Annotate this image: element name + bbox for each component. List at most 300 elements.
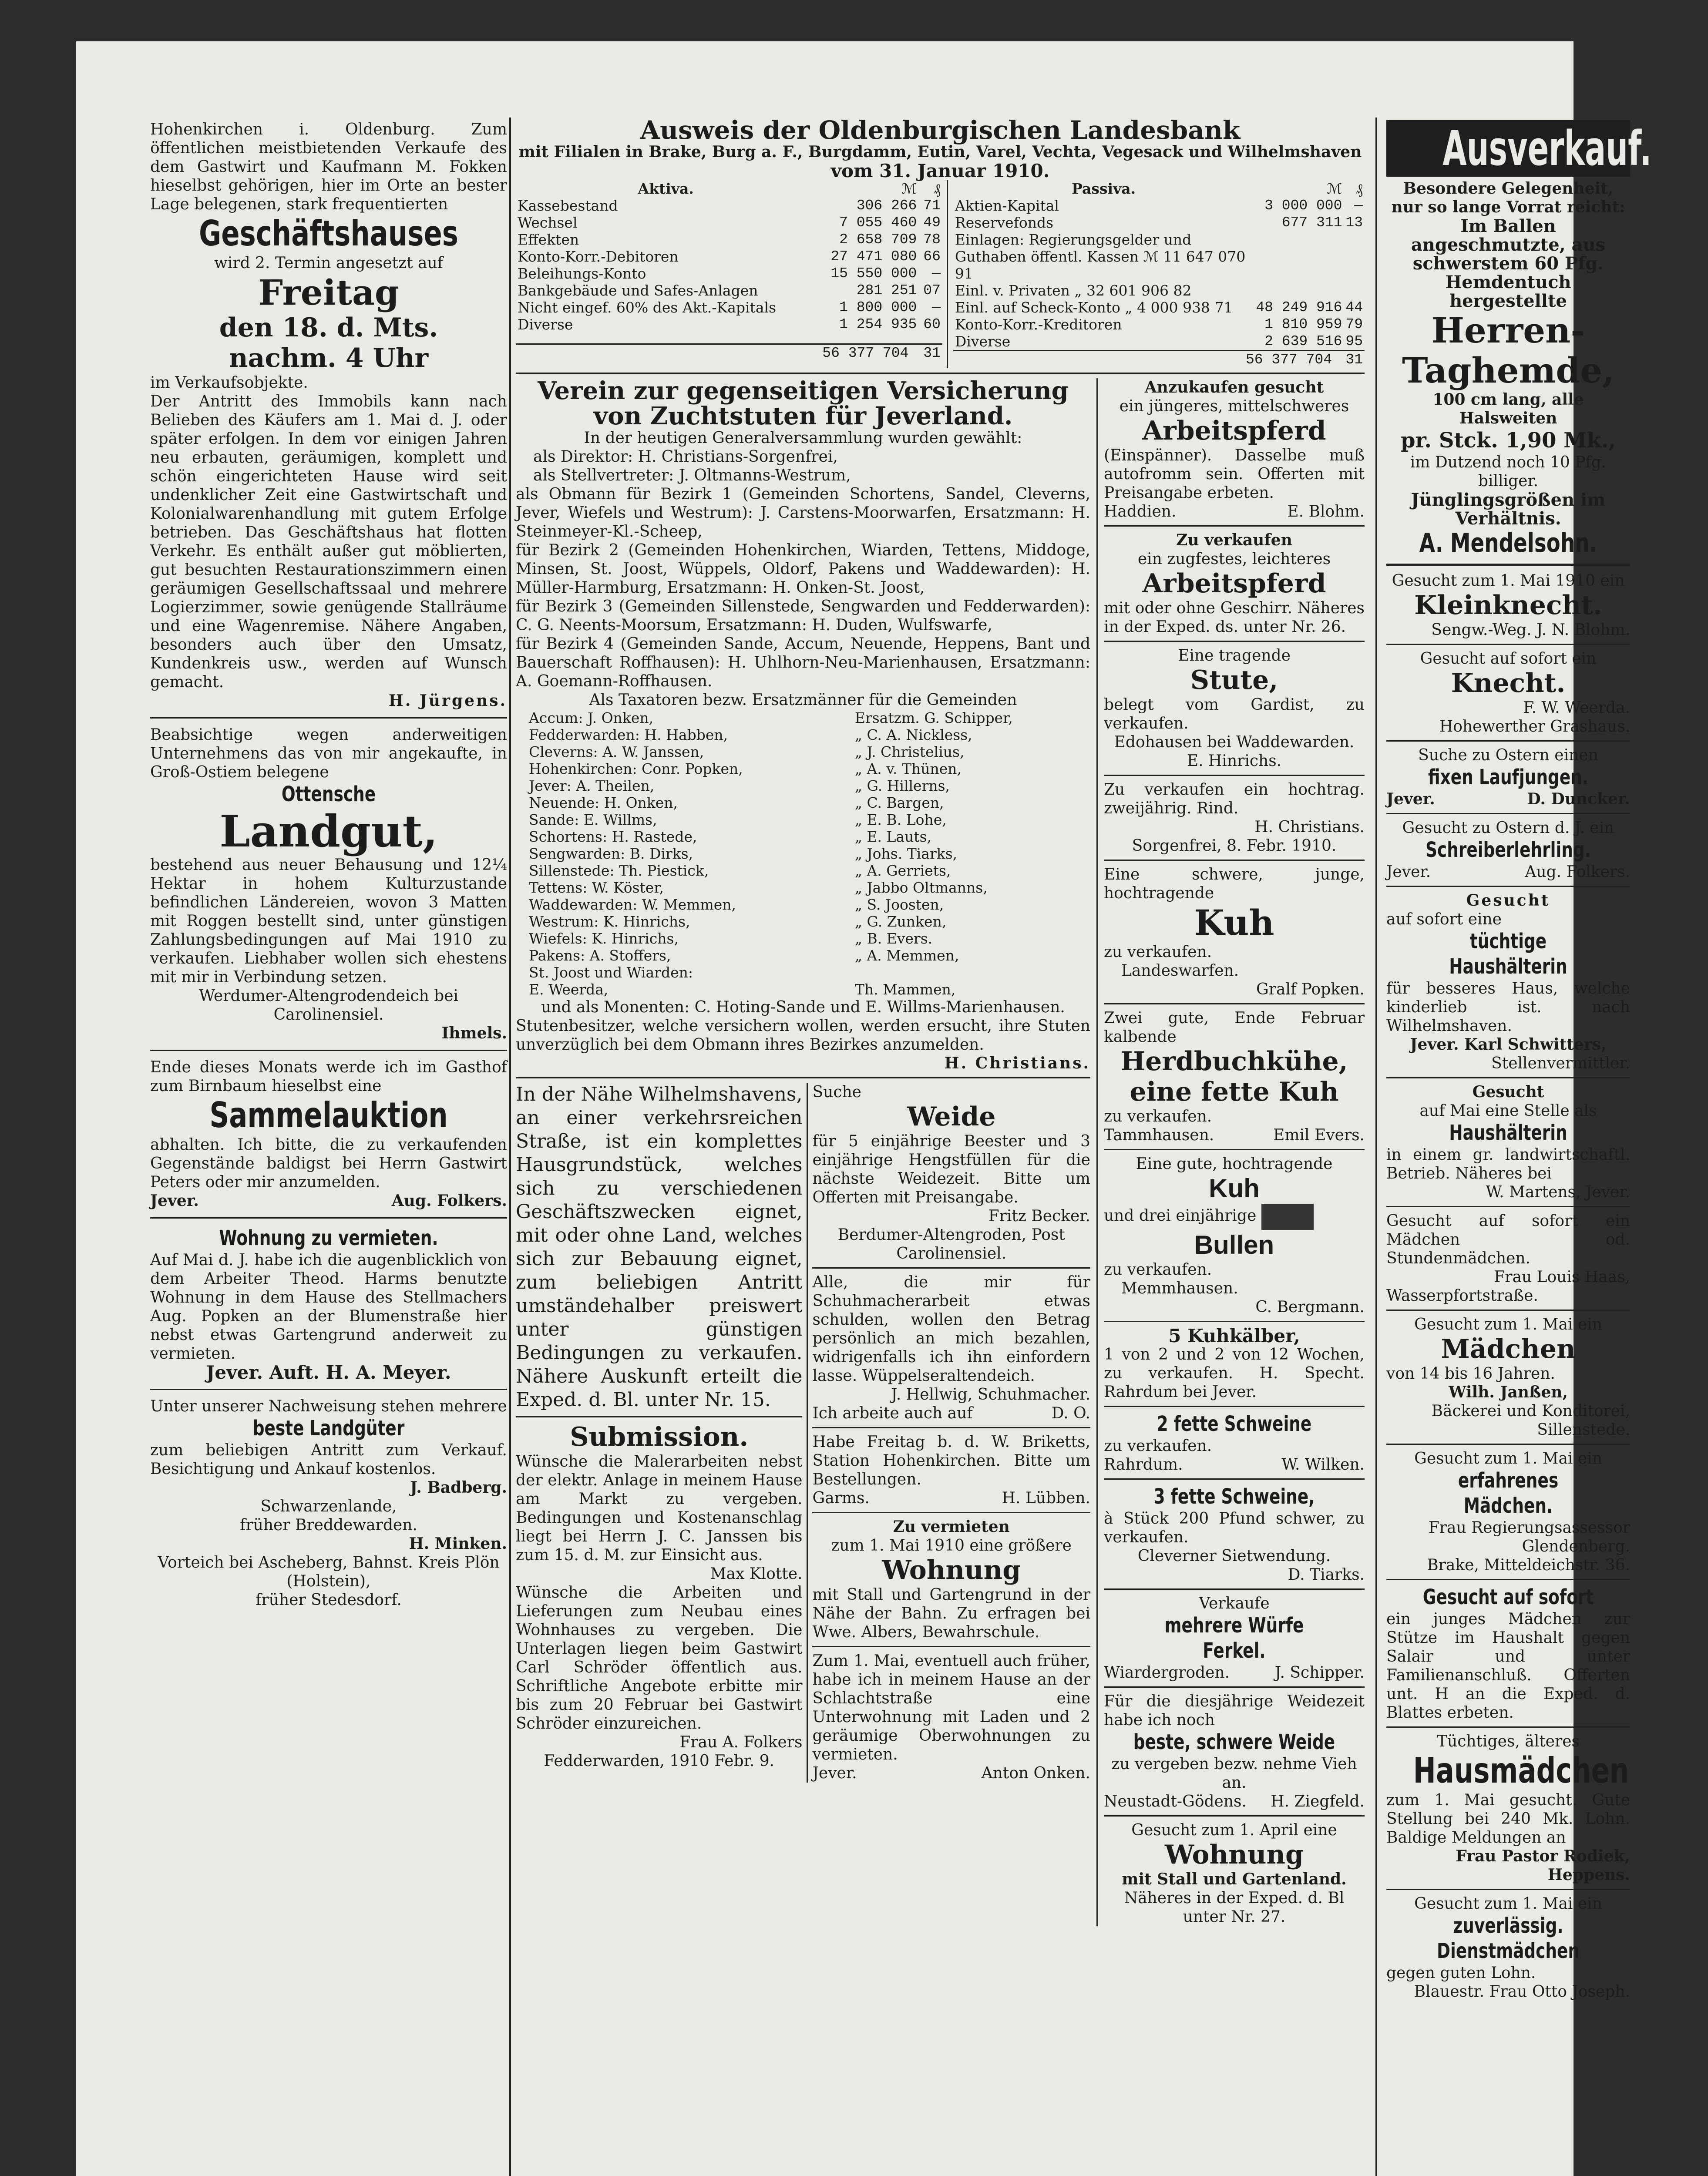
bank-row [953, 282, 1365, 299]
ad-signature: F. W. Weerda. [1523, 699, 1630, 717]
bank-row [516, 316, 942, 333]
taxator-row [516, 709, 1090, 726]
ad-signature: Anton Onken. [981, 1764, 1090, 1782]
ad-body: für 5 einjährige Beester und 3 einjährige Hengstfüllen für die nächste Weidezeit. Bitte um Offerten mit Preisangabe. [812, 1132, 1090, 1206]
divider [1386, 1206, 1630, 1207]
ad-closing: Stutenbesitzer, welche versichern wollen, werden ersucht, ihre Stuten unverzüglich bei dem Obmann ihres Bezirkes anzumelden. [516, 1017, 1090, 1054]
ad-headline: Geschäftshauses [199, 213, 458, 254]
passiva-side [948, 180, 1365, 368]
divider [812, 1646, 1090, 1647]
ad-row [1386, 863, 1630, 881]
banner-text: Ausverkauf. [1442, 121, 1652, 176]
ad-body: bestehend aus neuer Behausung und 12¼ Hektar in hohem Kulturzustande befindlichen Ländereien, wovon 3 Matten mit Roggen bestellt sind, unter günstigen Zahlungsbedingungen auf Mai 1910 zu verkaufen. Liebhaber wollen sich ehestens mit mir in Verbindung setzen. [150, 856, 507, 986]
bank-row-label: Einlagen: Regierungsgelder und Guthaben öffentl. Kassen ℳ 11 647 070 91 [955, 231, 1246, 282]
ad-place: Jever. [812, 1764, 857, 1782]
passiva-header: Passiva. [1072, 180, 1136, 197]
ad-date: den 18. d. Mts. [219, 312, 438, 343]
bank-row-mark: 1 254 935 [839, 316, 917, 332]
bank-row-pf: 95 [1345, 333, 1363, 349]
ad-headline: Weide [907, 1101, 996, 1132]
ad-intro: Besondere Gelegenheit, nur so lange Vorrat reicht: [1391, 179, 1625, 216]
ad-headline: zuverlässig. Dienstmädchen [1436, 1914, 1580, 1963]
bank-row-label: Wechsel [518, 214, 578, 231]
ad-signature: C. Bergmann. [1255, 1298, 1365, 1316]
ad-headline: Landgut, [219, 806, 438, 857]
divider [1104, 775, 1365, 776]
ad-place: im Verkaufsobjekte. [150, 374, 308, 392]
ad-signature: Frau Louis Haas, [1494, 1268, 1630, 1286]
divider [812, 1427, 1090, 1428]
ad-head: Zu vermieten [893, 1518, 1010, 1536]
ad-signature: J. Schipper. [1274, 1664, 1365, 1682]
ad-line: als Direktor: H. Christians-Sorgenfrei, [533, 448, 838, 466]
taxator: Fedderwarden: H. Habben, [529, 726, 728, 743]
ad-headline: beste, schwere Weide [1133, 1730, 1335, 1754]
ersatzmann [851, 964, 1090, 981]
divider [1386, 1077, 1630, 1078]
taxator-row [516, 879, 1090, 896]
ad-body: belegt vom Gardist, zu verkaufen. [1104, 696, 1365, 732]
bank-row-mark: 3 000 000 [1264, 198, 1342, 214]
ad-headline: Haushälterin [1449, 1121, 1567, 1145]
ad-signature-row [150, 1192, 507, 1210]
taxator: Cleverns: A. W. Janssen, [529, 743, 704, 760]
ad-intro: Gesucht auf sofort ein [1420, 650, 1597, 668]
bank-row-mark: 15 550 000 [830, 265, 917, 282]
ad-row [812, 1489, 1090, 1508]
mark-header: ℳ [901, 180, 917, 197]
ad-landgueter [150, 1394, 507, 1612]
bank-row [516, 282, 942, 299]
ad-intro: Gesucht zum 1. Mai 1910 ein [1392, 572, 1625, 590]
bank-date: vom 31. Januar 1910. [830, 160, 1050, 181]
column-rule [1375, 118, 1377, 2176]
bank-row-mark: 281 251 [856, 282, 917, 299]
ad-signature: Frau Regierungsassessor Glendenberg. [1428, 1519, 1630, 1555]
ad-text: D. O. [1051, 1404, 1090, 1422]
ad-body: Zu verkaufen ein hochtrag. zweijährig. Rind. [1104, 781, 1365, 817]
bank-row [953, 299, 1365, 316]
bank-row-mark: 48 249 916 [1256, 299, 1342, 316]
ad-headline: Sammelauktion [209, 1095, 448, 1135]
taxator-row [516, 845, 1090, 862]
ersatzmann: „ Jabbo Oltmanns, [854, 879, 988, 896]
ad-place: Neustadt-Gödens. [1104, 1793, 1247, 1810]
ad-wohnung [150, 1223, 507, 1384]
ad-intro: Unter unserer Nachweisung stehen mehrere [150, 1397, 507, 1415]
bank-row-mark: 2 639 516 [1264, 333, 1342, 349]
ad-place: Memmhausen. [1121, 1279, 1238, 1297]
ad-body: Der Antritt des Immobils kann nach Belieben des Käufers am 1. Mai d. J. oder später erfolgen. In dem vor einigen Jahren neu erbauten, geräumigen, komplett und schön eingerichteten Hause wird seit undenklicher Zeit eine Gastwirtschaft und Kolonialwarenhandlung mit gutem Erfolge betrieben. Das Geschäftshaus hat flotten Verkehr. Es enthält außer gut möblierten, gut besuchten Restaurationszimmern einen geräumigen Gesellschaftssaal und mehrere Logierzimmer, sowie genügende Stallräume und eine Wagenremise. Nähere Angaben, besonders auch über den Umsatz, Kundenkreis usw., werden auf Wunsch gemacht. [150, 393, 507, 691]
ad-body: von 14 bis 16 Jahren. [1386, 1365, 1555, 1383]
ad-place: Cleverner Sietwendung. [1137, 1547, 1331, 1565]
ad-signature: Wilh. Janßen, [1449, 1383, 1568, 1401]
ad-line: und als Monenten: C. Hoting-Sande und E. Willms-Marienhausen. [541, 998, 1065, 1016]
bank-row-pf: 13 [1345, 215, 1363, 231]
taxator-row [516, 862, 1090, 879]
ad-headline: mehrere Würfe Ferkel. [1164, 1613, 1304, 1663]
ad-headline: Verein zur gegenseitigen Versicherung von Zuchtstuten für Jeverland. [538, 376, 1069, 430]
divider [1104, 1321, 1365, 1322]
bank-row-pf: 49 [923, 215, 941, 231]
ad-text: Im Ballen angeschmutzte, aus schwerstem 60 Pfg. Hemdentuch hergestellte [1411, 216, 1606, 311]
ad-intro: Gesucht zum 1. Mai ein [1414, 1895, 1602, 1913]
bank-row [516, 231, 942, 248]
ad-body: Zum 1. Mai, eventuell auch früher, habe ich in meinem Hause an der Schlachtstraße eine Unterwohnung mit Laden und 2 geräumige Oberwohnungen zu vermieten. [812, 1652, 1090, 1763]
ad-body: Wünsche die Malerarbeiten nebst der elektr. Anlage in meinem Hause am Markt zu vergeben. Bedingungen und Kostenanschlag liegt bei Herrn J. C. Janssen bis zum 15. d. M. zur Einsicht aus. [516, 1453, 803, 1564]
ad-body: ein junges Mädchen zur Stütze im Haushalt gegen Salair und unter Familienanschluß. Offerten unt. H an die Exped. d. Blattes erbeten. [1386, 1610, 1630, 1722]
taxator-row [516, 726, 1090, 743]
ad-intro: Eine schwere, junge, hochtragende [1104, 866, 1365, 902]
ad-place: Haddien. [1104, 503, 1177, 520]
taxator-row [516, 777, 1090, 794]
ad-line: Als Taxatoren bezw. Ersatzmänner für die Gemeinden [589, 691, 1017, 709]
bank-subtitle: mit Filialen in Brake, Burg a. F., Burgdamm, Eutin, Varel, Vechta, Vegesack und Wilhelmshaven [518, 143, 1362, 161]
ersatzmann: Th. Mammen, [854, 981, 956, 998]
ad-body: gegen guten Lohn. [1386, 1964, 1536, 1982]
ad-place: früher Breddewarden. [240, 1516, 417, 1534]
ad-place: Garms. [812, 1489, 870, 1507]
ad-intro: zum 1. Mai 1910 eine größere [831, 1537, 1072, 1555]
ad-signature: H. Ziegfeld. [1271, 1793, 1365, 1810]
ad-headline: Taghemde, [1402, 350, 1615, 391]
divider [1104, 1003, 1365, 1004]
divider [1386, 564, 1630, 566]
ad-body: zu verkaufen. [1104, 943, 1212, 961]
ad-head: Gesucht [1466, 891, 1550, 910]
firm-name: A. Mendelsohn. [1419, 528, 1597, 558]
taxator-row [516, 896, 1090, 913]
taxator-table [516, 709, 1090, 998]
ad-place: Berdumer-Altengroden, Post Carolinensiel. [837, 1226, 1065, 1263]
ad-headline: Mädchen [1441, 1334, 1576, 1364]
bank-row-pf: 66 [923, 248, 941, 265]
bank-tables [516, 180, 1365, 368]
divider [1104, 1406, 1365, 1407]
ad-signature: W. Martens, Jever. [1486, 1183, 1630, 1201]
ad-signature: Ihmels. [441, 1024, 507, 1042]
total-mark: 56 377 704 [822, 345, 909, 361]
ad-line: für Bezirk 3 (Gemeinden Sillenstede, Sengwarden und Fedderwarden): C. G. Neents-Moorsum, Ersatzmann: H. Duden, Wulfswarfe, [516, 598, 1090, 634]
ad-signature: H. Jürgens. [388, 692, 507, 710]
ad-intro: Eine gute, hochtragende [1136, 1155, 1333, 1173]
divider [1386, 1310, 1630, 1311]
ad-signature: J. Hellwig, Schuhmacher. [891, 1386, 1090, 1404]
ad-text: Jünglingsgrößen im Verhältnis. [1411, 490, 1606, 529]
passiva-total [953, 350, 1365, 368]
taxator: Westrum: K. Hinrichs, [529, 913, 690, 930]
ad-signature: D. Tiarks. [1288, 1566, 1365, 1584]
pf-header: ₰ [933, 180, 941, 197]
ersatzmann: „ C. Bargen, [854, 794, 944, 811]
divider [150, 1217, 507, 1219]
ad-price: pr. Stck. 1,90 Mk., [1400, 428, 1616, 453]
bank-row [953, 316, 1365, 333]
bank-row [953, 333, 1365, 350]
bank-row [516, 248, 942, 265]
ad-row [1104, 502, 1365, 521]
ad-haus: In der Nähe Wilhelmshavens, an einer verkehrsreichen Straße, ist ein komplettes Hausgrundstück, welches sich zu verschiedenen Geschäftszwecken eignet, mit oder ohne Land, welches sich zur Bebauung eignet, zum beliebigen Antritt umständehalber preiswert unter günstigen Bedingungen zu verkaufen. Nähere Auskunft erteilt die Exped. d. Bl. unter Nr. 15. [516, 1083, 803, 1411]
ad-place: Jever. [1386, 790, 1435, 808]
ad-signature: Fritz Becker. [988, 1207, 1090, 1225]
ad-head: Zu verkaufen [1176, 531, 1292, 549]
ad-signature: H. Minken. [409, 1535, 507, 1553]
bank-title: Ausweis der Oldenburgischen Landesbank [640, 115, 1241, 145]
column-animals [1098, 378, 1365, 1926]
ad-intro: Gesucht zum 1. Mai ein [1414, 1316, 1602, 1333]
bank-row-label: Konto-Korr.-Kreditoren [955, 316, 1122, 333]
ersatzmann: „ G. Zunken, [854, 913, 947, 930]
taxator-row [516, 964, 1090, 981]
divider [1386, 644, 1630, 645]
ad-body: zu verkaufen. [1104, 1261, 1212, 1279]
verein-bottom [516, 1083, 1090, 1783]
bank-row-label: Einl. v. Privaten „ 32 601 906 82 [955, 282, 1192, 299]
divider [1104, 1686, 1365, 1688]
bank-row-pf: 71 [923, 198, 941, 214]
bank-row [953, 231, 1365, 282]
bank-statement [516, 115, 1365, 368]
taxator: Wiefels: K. Hinrichs, [529, 930, 679, 947]
ad-headline: Gesucht auf sofort [1422, 1585, 1594, 1609]
ad-row [1386, 790, 1630, 809]
taxator-row [516, 743, 1090, 760]
ad-intro: ein zugfestes, leichteres [1137, 550, 1331, 568]
ad-verein [516, 378, 1090, 1073]
col-weide [808, 1083, 1090, 1783]
ad-place: Vorteich bei Ascheberg, Bahnst. Kreis Plön (Holstein), [158, 1554, 500, 1590]
aktiva-side [516, 180, 948, 368]
ad-signature: Frau Pastor Rodiek, Heppens. [1456, 1847, 1630, 1884]
ad-body: Näheres in der Exped. d. Bl unter Nr. 27. [1124, 1889, 1345, 1926]
ad-place: Fedderwarden, 1910 Febr. 9. [544, 1752, 775, 1770]
divider [1386, 886, 1630, 887]
ad-sub: Stellenvermittler. [1491, 1054, 1630, 1072]
divider [812, 1267, 1090, 1269]
ad-body: à Stück 200 Pfund schwer, zu verkaufen. [1104, 1510, 1365, 1546]
ad-body: Alle, die mir für Schuhmacherarbeit etwas schulden, wollen den Betrag persönlich an mich bezahlen, widrigenfalls ich ihn einfordern lasse. Wüppelseraltendeich. [812, 1273, 1090, 1385]
ad-place: Rahrdum. [1104, 1456, 1183, 1474]
taxator: Hohenkirchen: Conr. Popken, [529, 760, 743, 777]
taxator-row [516, 828, 1090, 845]
ad-signature: Sengw.-Weg. J. N. Blohm. [1431, 621, 1630, 639]
ad-text: Ich arbeite auch auf [812, 1404, 973, 1422]
divider [1386, 1579, 1630, 1580]
aktiva-table [516, 180, 942, 333]
divider [516, 1077, 1090, 1078]
ad-time: nachm. 4 Uhr [229, 343, 429, 373]
taxator: Sande: E. Willms, [529, 811, 657, 828]
ad-intro: Hohenkirchen i. Oldenburg. Zum öffentlichen meistbietenden Verkaufe des dem Gastwirt und Kaufmann M. Fokken hieselbst gehörigen, hier im Orte an bester Lage belegenen, stark frequentierten [150, 121, 507, 213]
bank-row-mark: 677 311 [1281, 215, 1342, 231]
ad-headline: Bullen [1194, 1230, 1274, 1259]
bank-row-pf: — [1354, 198, 1363, 214]
ad-line: für Bezirk 2 (Gemeinden Hohenkirchen, Wiarden, Tettens, Middoge, Minsen, St. Joost, Wüppels, Oldorf, Pakens und Waddewarden): H. Müller-Harmburg, Ersatzmann: H. Onken-St. Joost, [516, 541, 1090, 597]
ad-intro: Tüchtiges, älteres [1437, 1733, 1580, 1750]
ad-headline: Wohnung [882, 1555, 1021, 1585]
ad-day: Freitag [258, 272, 399, 313]
ad-geschaeftshaus [150, 118, 507, 713]
bank-row-pf [1344, 282, 1365, 299]
total-pf: 31 [1345, 352, 1363, 368]
taxator: Schortens: H. Rastede, [529, 828, 697, 845]
ad-place: Brake, Mitteldeichstr. 36. [1427, 1556, 1630, 1574]
ad-text: und drei einjährige [1104, 1207, 1257, 1225]
ad-headline: Kuh [1209, 1174, 1260, 1203]
ad-body: Wünsche die Arbeiten und Lieferungen zum Neubau eines Wohnhauses zu vergeben. Die Unterlagen liegen beim Gastwirt Carl Schröder öffentlich aus. Schriftliche Angebote erbitte mir bis zum 20 Februar bei Gastwirt Schröder einzureichen. [516, 1584, 803, 1733]
ad-intro: Suche zu Ostern einen [1418, 746, 1598, 764]
ersatzmann: „ B. Evers. [854, 930, 933, 947]
bank-row-mark: 27 471 080 [830, 248, 917, 265]
bank-row [953, 197, 1365, 214]
ad-signature: E. Blohm. [1287, 503, 1365, 520]
ad-signature: Max Klotte. [710, 1565, 803, 1583]
bank-row-pf: 60 [923, 316, 941, 332]
ad-headline: beste Landgüter [252, 1416, 405, 1441]
ad-headline: Herren- [1431, 310, 1585, 351]
ad-signature: Jever. Auft. H. A. Meyer. [206, 1362, 451, 1383]
ad-sammelauktion [150, 1055, 507, 1213]
column-center [516, 115, 1365, 2176]
ad-headline: Arbeitspferd [1142, 568, 1326, 599]
ersatzmann: „ J. Christelius, [854, 743, 965, 760]
ad-row [1104, 1455, 1365, 1474]
ad-body: zu verkaufen. [1104, 1108, 1212, 1125]
ad-intro: Gesucht zum 1. Mai ein [1414, 1450, 1602, 1467]
ad-body: zu verkaufen. [1104, 1437, 1212, 1455]
ad-body: mit oder ohne Geschirr. Näheres in der Exped. ds. unter Nr. 26. [1104, 599, 1365, 636]
ad-place: Schwarzenlande, [260, 1498, 397, 1515]
total-mark: 56 377 704 [1245, 352, 1332, 368]
ad-intro: Gesucht zum 1. April eine [1131, 1821, 1337, 1839]
ad-signature: Jever. Karl Schwitters, [1410, 1035, 1607, 1054]
bank-row-mark [1254, 282, 1344, 299]
total-pf: 31 [923, 345, 941, 361]
divider [1386, 1444, 1630, 1445]
ad-headline: Schreiberlehrling. [1426, 838, 1591, 862]
pf-header: ₰ [1355, 180, 1363, 197]
ersatzmann: „ G. Hillerns, [854, 777, 950, 794]
divider [1104, 860, 1365, 861]
ad-intro: Suche [812, 1083, 861, 1101]
divider [1386, 740, 1630, 742]
column-left [150, 118, 507, 2176]
ad-signature: Gralf Popken. [1256, 981, 1365, 998]
divider [1386, 1726, 1630, 1728]
ad-place: Wasserpfortstraße. [1386, 1287, 1538, 1305]
ersatzmann: „ E. B. Lohe, [854, 811, 947, 828]
ad-intro: Für die diesjährige Weidezeit habe ich noch [1104, 1692, 1365, 1729]
ad-body: Habe Freitag b. d. W. Briketts, Station Hohenkirchen. Bitte um Bestellungen. [812, 1433, 1090, 1488]
ad-row [1104, 1792, 1365, 1811]
ad-intro: In der heutigen Generalversammlung wurden gewählt: [584, 429, 1022, 447]
ad-signature: H. Christians. [944, 1054, 1090, 1072]
verein-column [516, 378, 1098, 1926]
bank-row-label: Effekten [518, 231, 579, 248]
bank-row-mark: 2 658 709 [839, 232, 917, 248]
ad-line: als Obmann für Bezirk 1 (Gemeinden Schortens, Sandel, Cleverns, Jever, Wiefels und Westrum): J. Carstens-Moorwarfen, Ersatzmann: H. Steinmeyer-Kl.-Scheep, [516, 485, 1090, 541]
bank-row-mark [1254, 231, 1344, 282]
divider [1104, 1149, 1365, 1150]
bank-row-pf [1344, 231, 1365, 282]
ad-place: Tammhausen. [1104, 1126, 1214, 1144]
bank-row-pf: — [932, 265, 941, 282]
ad-row [1104, 1126, 1365, 1145]
bank-row-pf: 78 [923, 232, 941, 248]
bank-row-mark: 1 810 959 [1264, 316, 1342, 332]
divider [1104, 1478, 1365, 1480]
taxator-row [516, 981, 1090, 998]
aktiva-total [516, 343, 942, 362]
ad-signature: H. Lübben. [1002, 1489, 1090, 1507]
ad-headline: Wohnung zu vermieten. [219, 1226, 438, 1250]
ad-headline: Wohnung [1165, 1840, 1304, 1870]
mark-header: ℳ [1327, 180, 1342, 197]
ad-line: als Stellvertreter: J. Oltmanns-Westrum, [533, 467, 851, 484]
ad-head: Gesucht [1472, 1083, 1544, 1101]
ad-headline: Herdbuchkühe, [1120, 1046, 1348, 1077]
bank-row-label: Aktien-Kapital [955, 197, 1059, 214]
ad-intro: Ende dieses Monats werde ich im Gasthof zum Birnbaum hieselbst eine [150, 1058, 507, 1095]
divider [1386, 1889, 1630, 1890]
ad-intro: Zwei gute, Ende Februar kalbende [1104, 1009, 1365, 1046]
bank-row [953, 214, 1365, 231]
ad-headline: 2 fette Schweine [1157, 1412, 1312, 1436]
ad-headline: tüchtige Haushälterin [1449, 929, 1567, 979]
ersatzmann: „ A. v. Thünen, [854, 760, 962, 777]
divider [1104, 1588, 1365, 1590]
bank-row-label: Konto-Korr.-Debitoren [518, 248, 679, 265]
taxator-row [516, 811, 1090, 828]
ad-intro: Eine tragende [1178, 647, 1291, 665]
column-right [1386, 118, 1652, 2176]
taxator: Sillenstede: Th. Piestick, [529, 862, 709, 879]
ad-place: Jever. [1386, 863, 1431, 881]
ad-headline: Kleinknecht. [1414, 590, 1602, 621]
ad-headline: 3 fette Schweine, [1153, 1484, 1315, 1509]
divider [516, 373, 1365, 374]
newspaper-page [76, 41, 1652, 2176]
ersatzmann: „ S. Joosten, [854, 896, 944, 913]
ad-intro: auf Mai eine Stelle als [1419, 1102, 1597, 1120]
taxator-row [516, 794, 1090, 811]
bank-row-pf: 79 [1345, 316, 1363, 332]
ad-headline: Submission. [570, 1422, 749, 1452]
ad-sub: Bäckerei und Konditorei, Sillenstede. [1431, 1402, 1630, 1439]
divider [1104, 641, 1365, 642]
ad-signature: W. Wilken. [1281, 1456, 1365, 1474]
ad-place: Sorgenfrei, 8. Febr. 1910. [1132, 837, 1337, 855]
ad-row [812, 1404, 1090, 1423]
taxator: Tettens: W. Köster, [529, 879, 664, 896]
ad-line: für Bezirk 4 (Gemeinden Sande, Accum, Neuende, Heppens, Bant und Bauerschaft Roffhausen): H. Uhlhorn-Neu-Marienhausen, Ersatzmann: A. Goemann-Roffhausen. [516, 635, 1090, 690]
ad-place: Werdumer-Altengrodendeich bei Carolinensiel. [198, 987, 459, 1024]
ad-headline: Knecht. [1451, 668, 1566, 698]
bank-row [516, 265, 942, 282]
divider [1104, 1815, 1365, 1817]
bank-row-mark: 306 266 [856, 198, 917, 214]
ad-place: Jever. [150, 1192, 199, 1210]
ad-signature: H. Christians. [1254, 818, 1365, 836]
divider [516, 1416, 802, 1417]
ad-text: 100 cm lang, alle Halsweiten [1432, 390, 1584, 427]
bank-row-label: Kassebestand [518, 197, 618, 214]
ad-signature: Aug. Folkers. [391, 1192, 507, 1210]
ad-body: abhalten. Ich bitte, die zu verkaufenden Gegenstände baldigst bei Herrn Gastwirt Peters oder mir anzumelden. [150, 1136, 507, 1191]
bank-row-mark: 1 800 000 [839, 299, 917, 316]
taxator: Pakens: A. Stoffers, [529, 947, 671, 964]
ad-row [812, 1764, 1090, 1783]
